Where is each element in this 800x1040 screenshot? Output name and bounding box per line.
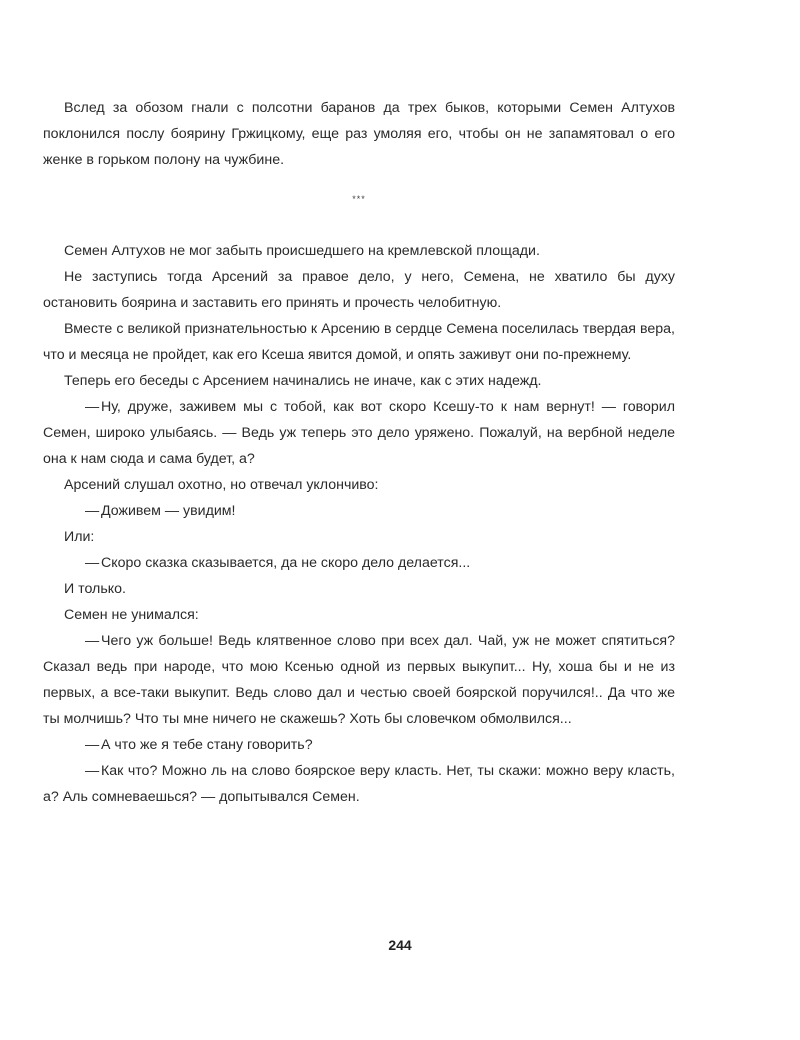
dialogue-dash: —: [85, 737, 100, 753]
dialogue-text: Как что? Можно ль на слово боярское веру класть. Нет, ты скажи: можно веру класть, а? Аль сомневаешься? — допытывался Семен.: [43, 763, 675, 805]
paragraph: Вслед за обозом гнали с полсотни баранов да трех быков, которыми Семен Алтухов поклонился послу боярину Гржицкому, еще раз умоляя его, чтобы он не запамятовал о его женке в горьком полону на чужбине.: [43, 100, 675, 168]
dialogue-dash: —: [85, 503, 100, 519]
dialogue-text: Ну, друже, заживем мы с тобой, как вот скоро Ксешу-то к нам вернут! — говорил Семен, широко улыбаясь. — Ведь уж теперь это дело уряжено. Пожалуй, на вербной неделе она к нам сюда и сама будет, а?: [43, 399, 675, 467]
dialogue-dash: —: [85, 399, 100, 415]
paragraph: И только.: [64, 581, 126, 597]
page-body: [43, 95, 675, 810]
paragraph: Вместе с великой признательностью к Арсению в сердце Семена поселилась твердая вера, что и месяца не пройдет, как его Ксеша явится домой, и опять заживут они по-прежнему.: [43, 321, 675, 363]
dialogue-line: [43, 550, 675, 576]
paragraph: Не заступись тогда Арсений за правое дело, у него, Семена, не хватило бы духу остановить боярина и заставить его принять и прочесть челобитную.: [43, 269, 675, 311]
dialogue-line: [43, 394, 675, 472]
section-separator: ***: [352, 194, 366, 204]
dialogue-text: Чего уж больше! Ведь клятвенное слово при всех дал. Чай, уж не может спятиться? Сказал ведь при народе, что мою Ксенью одной из первых выкупит... Ну, хоша бы и не из первых, а все-таки выкупит. Ведь слово дал и честью своей боярской поручился!.. Да что же ты молчишь? Что ты мне ничего не скажешь? Хоть бы словечком обмолвился...: [43, 633, 675, 727]
paragraph: Семен не унимался:: [64, 607, 199, 623]
dialogue-dash: —: [85, 763, 100, 779]
paragraph: Семен Алтухов не мог забыть происшедшего на кремлевской площади.: [64, 243, 540, 259]
dialogue-line: [43, 628, 675, 732]
paragraph: Или:: [64, 529, 95, 545]
dialogue-text: Скоро сказка сказывается, да не скоро дело делается...: [101, 555, 471, 571]
dialogue-dash: —: [85, 633, 100, 649]
dialogue-text: Доживем — увидим!: [101, 503, 236, 519]
paragraph: Теперь его беседы с Арсением начинались не иначе, как с этих надежд.: [64, 373, 542, 389]
page-number: 244: [388, 937, 412, 953]
dialogue-line: [43, 732, 675, 758]
dialogue-line: [43, 498, 675, 524]
dialogue-dash: —: [85, 555, 100, 571]
dialogue-line: [43, 758, 675, 810]
paragraph: Арсений слушал охотно, но отвечал уклончиво:: [64, 477, 379, 493]
dialogue-text: А что же я тебе стану говорить?: [101, 737, 313, 753]
